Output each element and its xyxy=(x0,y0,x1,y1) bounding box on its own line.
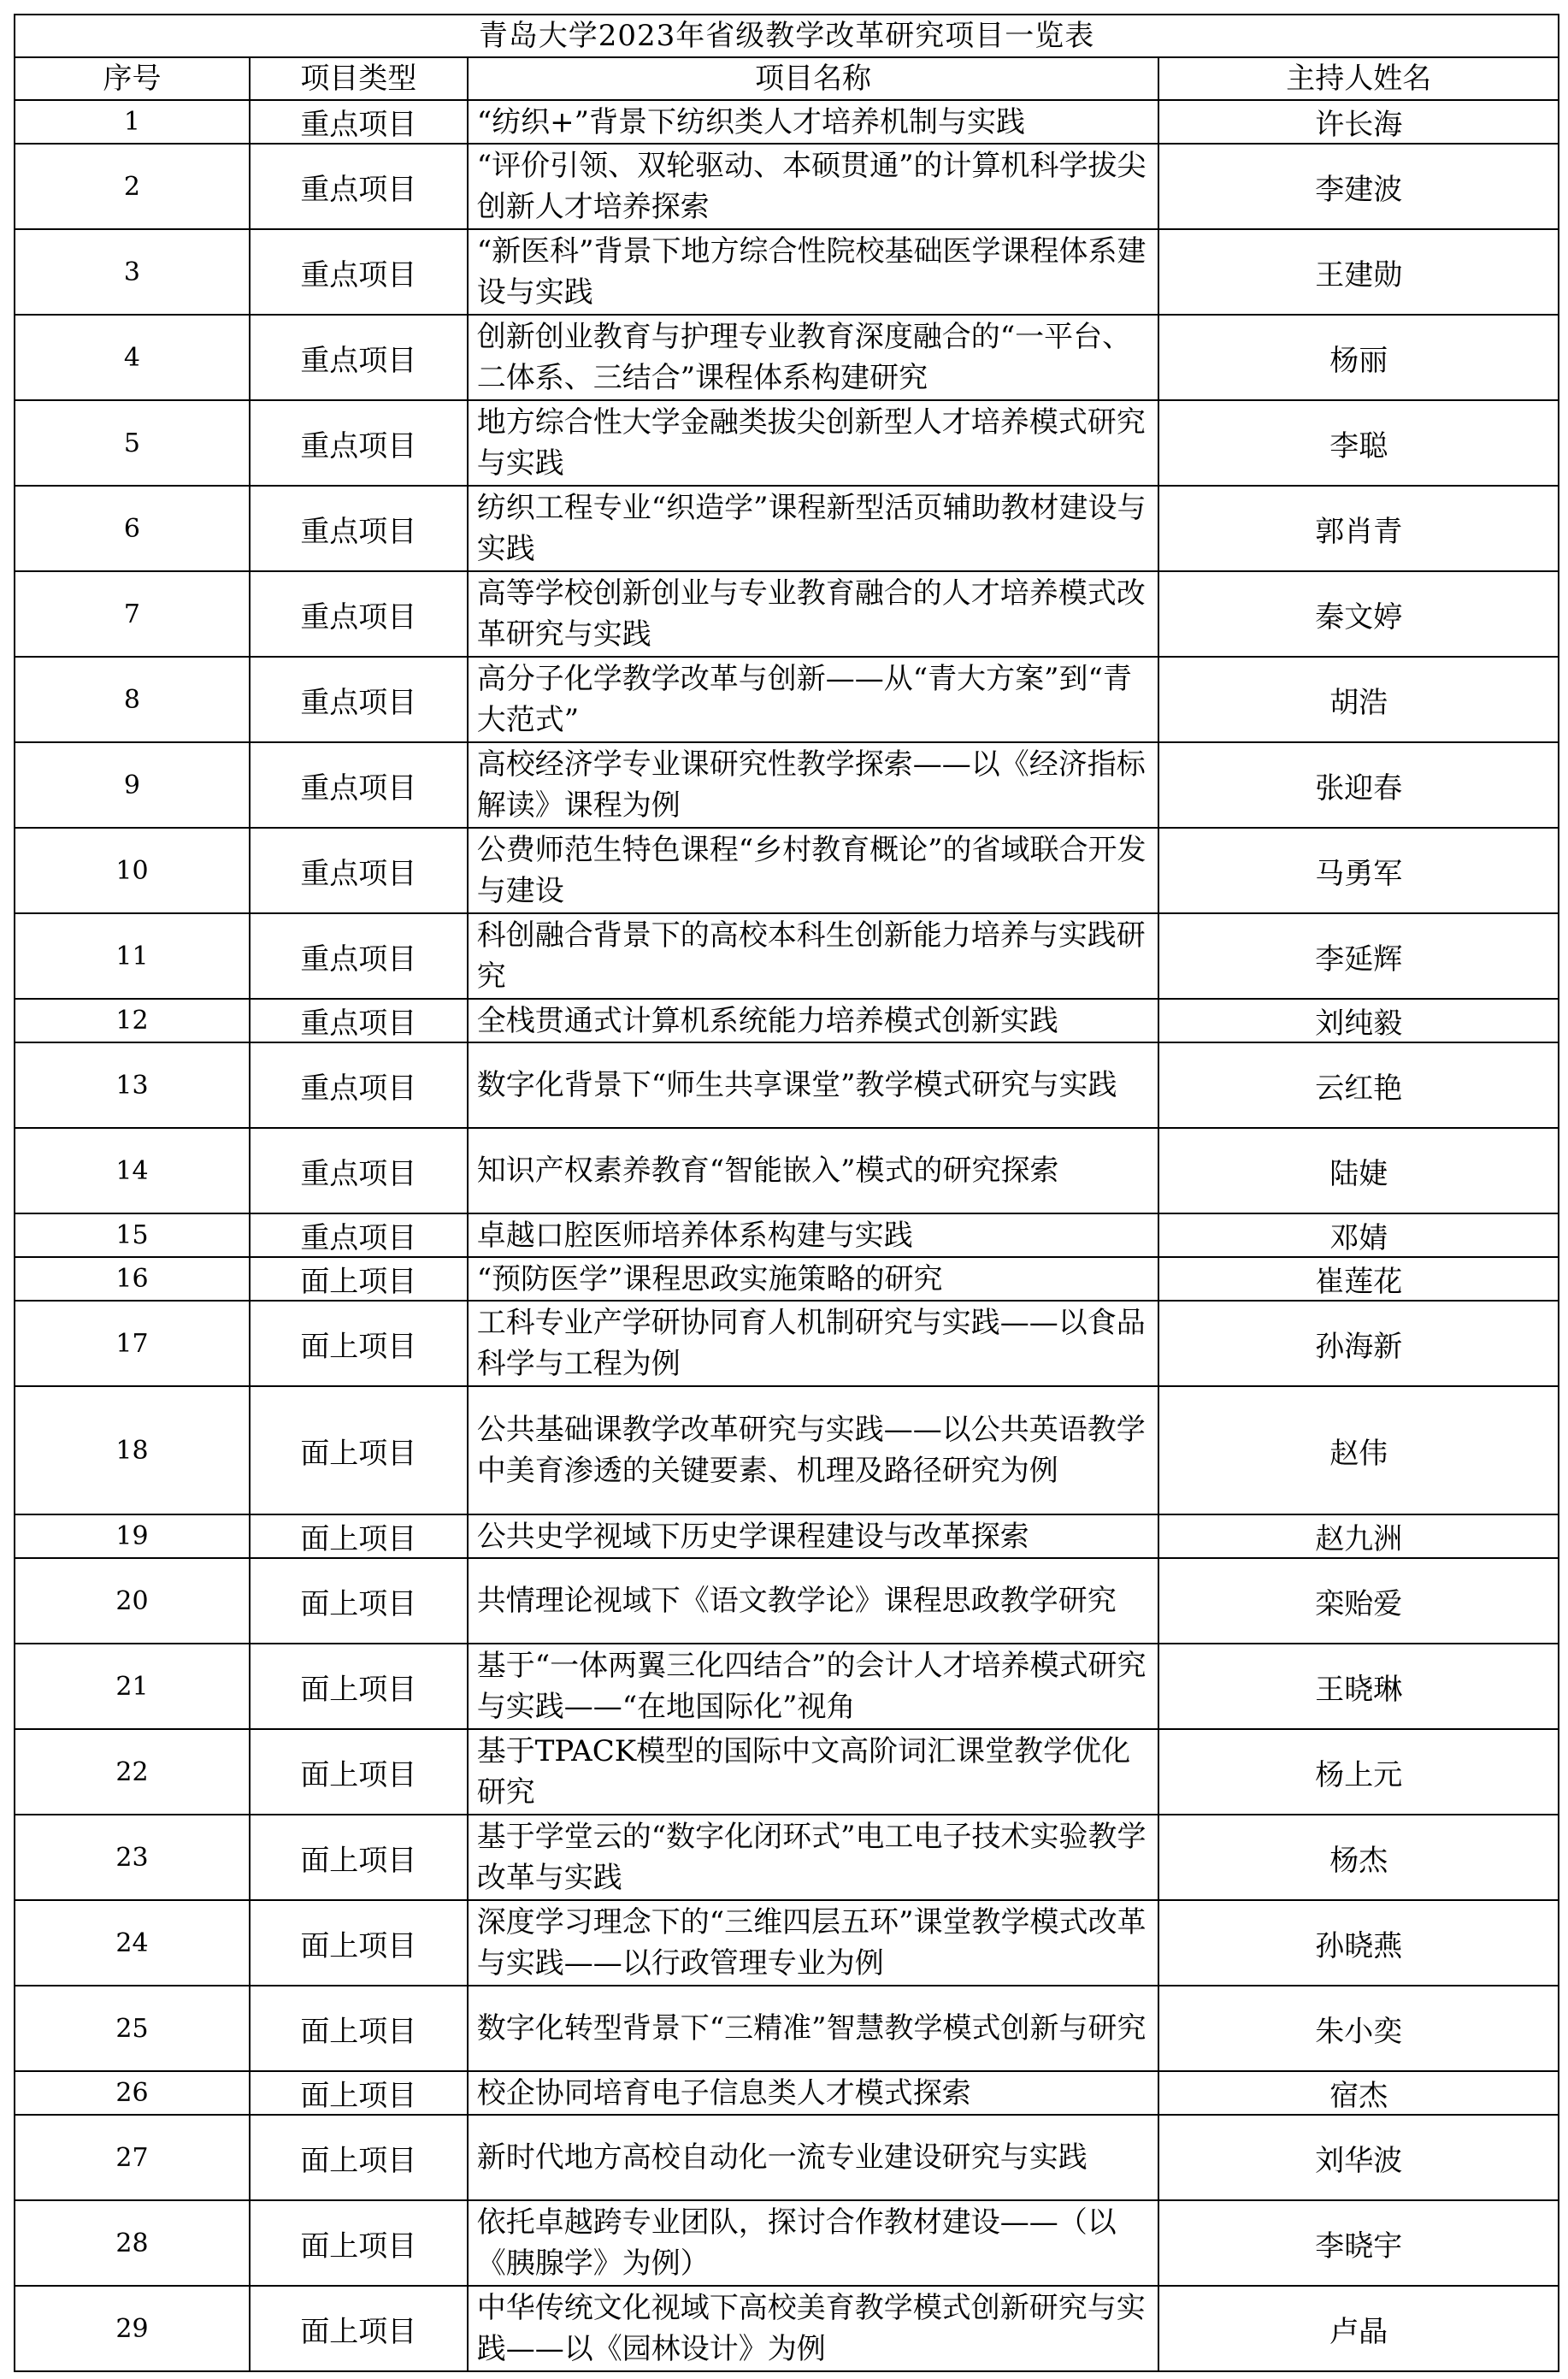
project-name-text: 公费师范生特色课程“乡村教育概论”的省域联合开发与建设 xyxy=(476,833,1147,908)
row-name xyxy=(468,657,1159,742)
row-name xyxy=(468,1644,1159,1729)
row-host: 胡浩 xyxy=(1158,657,1559,742)
table-row xyxy=(15,2200,1559,2286)
table-row xyxy=(15,2071,1559,2115)
row-name xyxy=(468,2200,1159,2286)
project-name-text: 高分子化学教学改革与创新——从“青大方案”到“青大范式” xyxy=(476,662,1132,737)
project-name-text: 公共基础课教学改革研究与实践——以公共英语教学中美育渗透的关键要素、机理及路径研究为例 xyxy=(476,1413,1146,1488)
row-index: 6 xyxy=(15,486,250,571)
row-host: 栾贻爱 xyxy=(1158,1558,1559,1644)
row-name xyxy=(468,315,1159,400)
table-row xyxy=(15,1815,1559,1900)
row-name xyxy=(468,571,1159,657)
row-type: 重点项目 xyxy=(250,1128,468,1213)
row-name xyxy=(468,2071,1159,2115)
row-name xyxy=(468,1301,1159,1386)
row-host: 王晓琳 xyxy=(1158,1644,1559,1729)
row-host: 刘华波 xyxy=(1158,2115,1559,2200)
row-index: 4 xyxy=(15,315,250,400)
row-name xyxy=(468,1386,1159,1514)
row-type: 面上项目 xyxy=(250,2200,468,2286)
row-host: 孙晓燕 xyxy=(1158,1900,1559,1986)
project-name-text: 卓越口腔医师培养体系构建与实践 xyxy=(476,1218,913,1253)
row-host: 许长海 xyxy=(1158,100,1559,144)
row-type: 重点项目 xyxy=(250,1042,468,1128)
project-name-text: “新医科”背景下地方综合性院校基础医学课程体系建设与实践 xyxy=(476,234,1147,310)
project-name-text: 依托卓越跨专业团队，探讨合作教材建设——（以《胰腺学》为例） xyxy=(476,2205,1117,2281)
row-type: 面上项目 xyxy=(250,1729,468,1815)
table-title: 青岛大学2023年省级教学改革研究项目一览表 xyxy=(15,15,1559,57)
header-name: 项目名称 xyxy=(468,57,1159,100)
project-name-text: 共情理论视域下《语文教学论》课程思政教学研究 xyxy=(476,1584,1117,1618)
project-name-text: 基于学堂云的“数字化闭环式”电工电子技术实验教学改革与实践 xyxy=(476,1820,1147,1895)
row-index: 15 xyxy=(15,1213,250,1257)
row-index: 3 xyxy=(15,229,250,315)
project-name-text: 中华传统文化视域下高校美育教学模式创新研究与实践——以《园林设计》为例 xyxy=(476,2291,1146,2366)
row-index: 16 xyxy=(15,1257,250,1301)
table-row xyxy=(15,1301,1559,1386)
row-host: 李晓宇 xyxy=(1158,2200,1559,2286)
table-row xyxy=(15,486,1559,571)
table-row xyxy=(15,144,1559,229)
row-index: 19 xyxy=(15,1514,250,1558)
row-name xyxy=(468,742,1159,828)
row-index: 26 xyxy=(15,2071,250,2115)
row-index: 20 xyxy=(15,1558,250,1644)
project-name-text: “评价引领、双轮驱动、本硕贯通”的计算机科学拔尖创新人才培养探索 xyxy=(476,149,1147,224)
row-type: 面上项目 xyxy=(250,1257,468,1301)
row-index: 7 xyxy=(15,571,250,657)
table-row xyxy=(15,400,1559,486)
row-type: 面上项目 xyxy=(250,1815,468,1900)
row-host: 卢晶 xyxy=(1158,2286,1559,2371)
table-row xyxy=(15,2115,1559,2200)
row-index: 5 xyxy=(15,400,250,486)
row-host: 杨杰 xyxy=(1158,1815,1559,1900)
header-type: 项目类型 xyxy=(250,57,468,100)
project-name-text: 纺织工程专业“织造学”课程新型活页辅助教材建设与实践 xyxy=(476,491,1147,566)
table-row xyxy=(15,1257,1559,1301)
row-index: 11 xyxy=(15,913,250,999)
row-type: 重点项目 xyxy=(250,742,468,828)
row-type: 重点项目 xyxy=(250,1213,468,1257)
project-name-text: 创新创业教育与护理专业教育深度融合的“一平台、二体系、三结合”课程体系构建研究 xyxy=(476,320,1132,395)
row-host: 宿杰 xyxy=(1158,2071,1559,2115)
row-index: 25 xyxy=(15,1986,250,2071)
table-row xyxy=(15,1729,1559,1815)
row-type: 面上项目 xyxy=(250,1386,468,1514)
row-index: 23 xyxy=(15,1815,250,1900)
project-name-text: 知识产权素养教育“智能嵌入”模式的研究探索 xyxy=(476,1154,1059,1188)
row-host: 孙海新 xyxy=(1158,1301,1559,1386)
row-index: 28 xyxy=(15,2200,250,2286)
table-row xyxy=(15,1558,1559,1644)
row-host: 杨上元 xyxy=(1158,1729,1559,1815)
project-name-text: 科创融合背景下的高校本科生创新能力培养与实践研究 xyxy=(476,918,1146,994)
row-host: 刘纯毅 xyxy=(1158,999,1559,1042)
row-type: 面上项目 xyxy=(250,2286,468,2371)
row-type: 重点项目 xyxy=(250,100,468,144)
table-row xyxy=(15,657,1559,742)
table-body xyxy=(15,100,1559,2371)
row-index: 29 xyxy=(15,2286,250,2371)
table-row xyxy=(15,1514,1559,1558)
row-host: 云红艳 xyxy=(1158,1042,1559,1128)
row-name xyxy=(468,999,1159,1042)
project-name-text: 地方综合性大学金融类拔尖创新型人才培养模式研究与实践 xyxy=(476,405,1146,481)
project-name-text: 数字化转型背景下“三精准”智慧教学模式创新与研究 xyxy=(476,2011,1147,2045)
row-type: 面上项目 xyxy=(250,1986,468,2071)
row-name xyxy=(468,913,1159,999)
row-index: 13 xyxy=(15,1042,250,1128)
row-name xyxy=(468,2286,1159,2371)
row-host: 邓婧 xyxy=(1158,1213,1559,1257)
project-name-text: 基于“一体两翼三化四结合”的会计人才培养模式研究与实践——“在地国际化”视角 xyxy=(476,1649,1147,1724)
row-type: 重点项目 xyxy=(250,486,468,571)
table-row xyxy=(15,1386,1559,1514)
row-name xyxy=(468,1213,1159,1257)
row-host: 李建波 xyxy=(1158,144,1559,229)
row-type: 重点项目 xyxy=(250,144,468,229)
row-name xyxy=(468,1514,1159,1558)
project-name-text: 高等学校创新创业与专业教育融合的人才培养模式改革研究与实践 xyxy=(476,576,1146,652)
row-name xyxy=(468,1815,1159,1900)
table-row xyxy=(15,315,1559,400)
spreadsheet xyxy=(14,14,1559,2372)
project-name-text: 全栈贯通式计算机系统能力培养模式创新实践 xyxy=(476,1003,1058,1038)
row-type: 重点项目 xyxy=(250,999,468,1042)
row-type: 面上项目 xyxy=(250,1514,468,1558)
row-type: 面上项目 xyxy=(250,2115,468,2200)
project-name-text: 新时代地方高校自动化一流专业建设研究与实践 xyxy=(476,2140,1088,2175)
row-index: 21 xyxy=(15,1644,250,1729)
row-index: 12 xyxy=(15,999,250,1042)
row-name xyxy=(468,229,1159,315)
row-host: 赵伟 xyxy=(1158,1386,1559,1514)
row-type: 重点项目 xyxy=(250,229,468,315)
table-row xyxy=(15,828,1559,913)
table-row xyxy=(15,1213,1559,1257)
row-host: 郭肖青 xyxy=(1158,486,1559,571)
row-type: 面上项目 xyxy=(250,1644,468,1729)
table-row xyxy=(15,1900,1559,1986)
row-index: 10 xyxy=(15,828,250,913)
row-name xyxy=(468,400,1159,486)
project-name-text: 数字化背景下“师生共享课堂”教学模式研究与实践 xyxy=(476,1068,1117,1102)
table-row xyxy=(15,999,1559,1042)
row-index: 17 xyxy=(15,1301,250,1386)
row-host: 马勇军 xyxy=(1158,828,1559,913)
project-name-text: 高校经济学专业课研究性教学探索——以《经济指标解读》课程为例 xyxy=(476,747,1146,823)
table-row xyxy=(15,2286,1559,2371)
row-host: 赵九洲 xyxy=(1158,1514,1559,1558)
table-row xyxy=(15,1042,1559,1128)
row-type: 面上项目 xyxy=(250,1558,468,1644)
row-index: 14 xyxy=(15,1128,250,1213)
row-host: 李延辉 xyxy=(1158,913,1559,999)
row-host: 崔莲花 xyxy=(1158,1257,1559,1301)
row-type: 重点项目 xyxy=(250,400,468,486)
row-index: 9 xyxy=(15,742,250,828)
project-table xyxy=(14,14,1559,2372)
row-index: 27 xyxy=(15,2115,250,2200)
row-host: 张迎春 xyxy=(1158,742,1559,828)
row-name xyxy=(468,828,1159,913)
row-host: 朱小奕 xyxy=(1158,1986,1559,2071)
row-name xyxy=(468,1257,1159,1301)
row-name xyxy=(468,1986,1159,2071)
row-host: 王建勋 xyxy=(1158,229,1559,315)
project-name-text: “纺织+”背景下纺织类人才培养机制与实践 xyxy=(476,104,1025,139)
row-type: 面上项目 xyxy=(250,1301,468,1386)
table-row xyxy=(15,1986,1559,2071)
project-name-text: 基于TPACK模型的国际中文高阶词汇课堂教学优化研究 xyxy=(476,1734,1131,1809)
project-name-text: 校企协同培育电子信息类人才模式探索 xyxy=(476,2075,971,2110)
row-name xyxy=(468,486,1159,571)
row-name xyxy=(468,1558,1159,1644)
project-name-text: 深度学习理念下的“三维四层五环”课堂教学模式改革与实践——以行政管理专业为例 xyxy=(476,1905,1147,1981)
row-host: 李聪 xyxy=(1158,400,1559,486)
row-name xyxy=(468,1042,1159,1128)
project-name-text: 公共史学视域下历史学课程建设与改革探索 xyxy=(476,1519,1029,1554)
row-index: 2 xyxy=(15,144,250,229)
row-index: 8 xyxy=(15,657,250,742)
header-host: 主持人姓名 xyxy=(1158,57,1559,100)
table-row xyxy=(15,229,1559,315)
row-host: 杨丽 xyxy=(1158,315,1559,400)
row-type: 重点项目 xyxy=(250,913,468,999)
project-name-text: 工科专业产学研协同育人机制研究与实践——以食品科学与工程为例 xyxy=(476,1306,1146,1381)
row-type: 面上项目 xyxy=(250,1900,468,1986)
row-host: 秦文婷 xyxy=(1158,571,1559,657)
table-row xyxy=(15,742,1559,828)
row-name xyxy=(468,1729,1159,1815)
row-index: 24 xyxy=(15,1900,250,1986)
header-index: 序号 xyxy=(15,57,250,100)
row-name xyxy=(468,2115,1159,2200)
row-type: 重点项目 xyxy=(250,315,468,400)
row-type: 面上项目 xyxy=(250,2071,468,2115)
table-row xyxy=(15,913,1559,999)
row-type: 重点项目 xyxy=(250,657,468,742)
row-name xyxy=(468,100,1159,144)
row-name xyxy=(468,1128,1159,1213)
table-row xyxy=(15,571,1559,657)
row-index: 1 xyxy=(15,100,250,144)
table-row xyxy=(15,100,1559,144)
table-row xyxy=(15,1644,1559,1729)
row-index: 18 xyxy=(15,1386,250,1514)
row-host: 陆婕 xyxy=(1158,1128,1559,1213)
row-index: 22 xyxy=(15,1729,250,1815)
row-name xyxy=(468,1900,1159,1986)
table-row xyxy=(15,1128,1559,1213)
row-type: 重点项目 xyxy=(250,571,468,657)
row-name xyxy=(468,144,1159,229)
project-name-text: “预防医学”课程思政实施策略的研究 xyxy=(476,1261,943,1296)
row-type: 重点项目 xyxy=(250,828,468,913)
